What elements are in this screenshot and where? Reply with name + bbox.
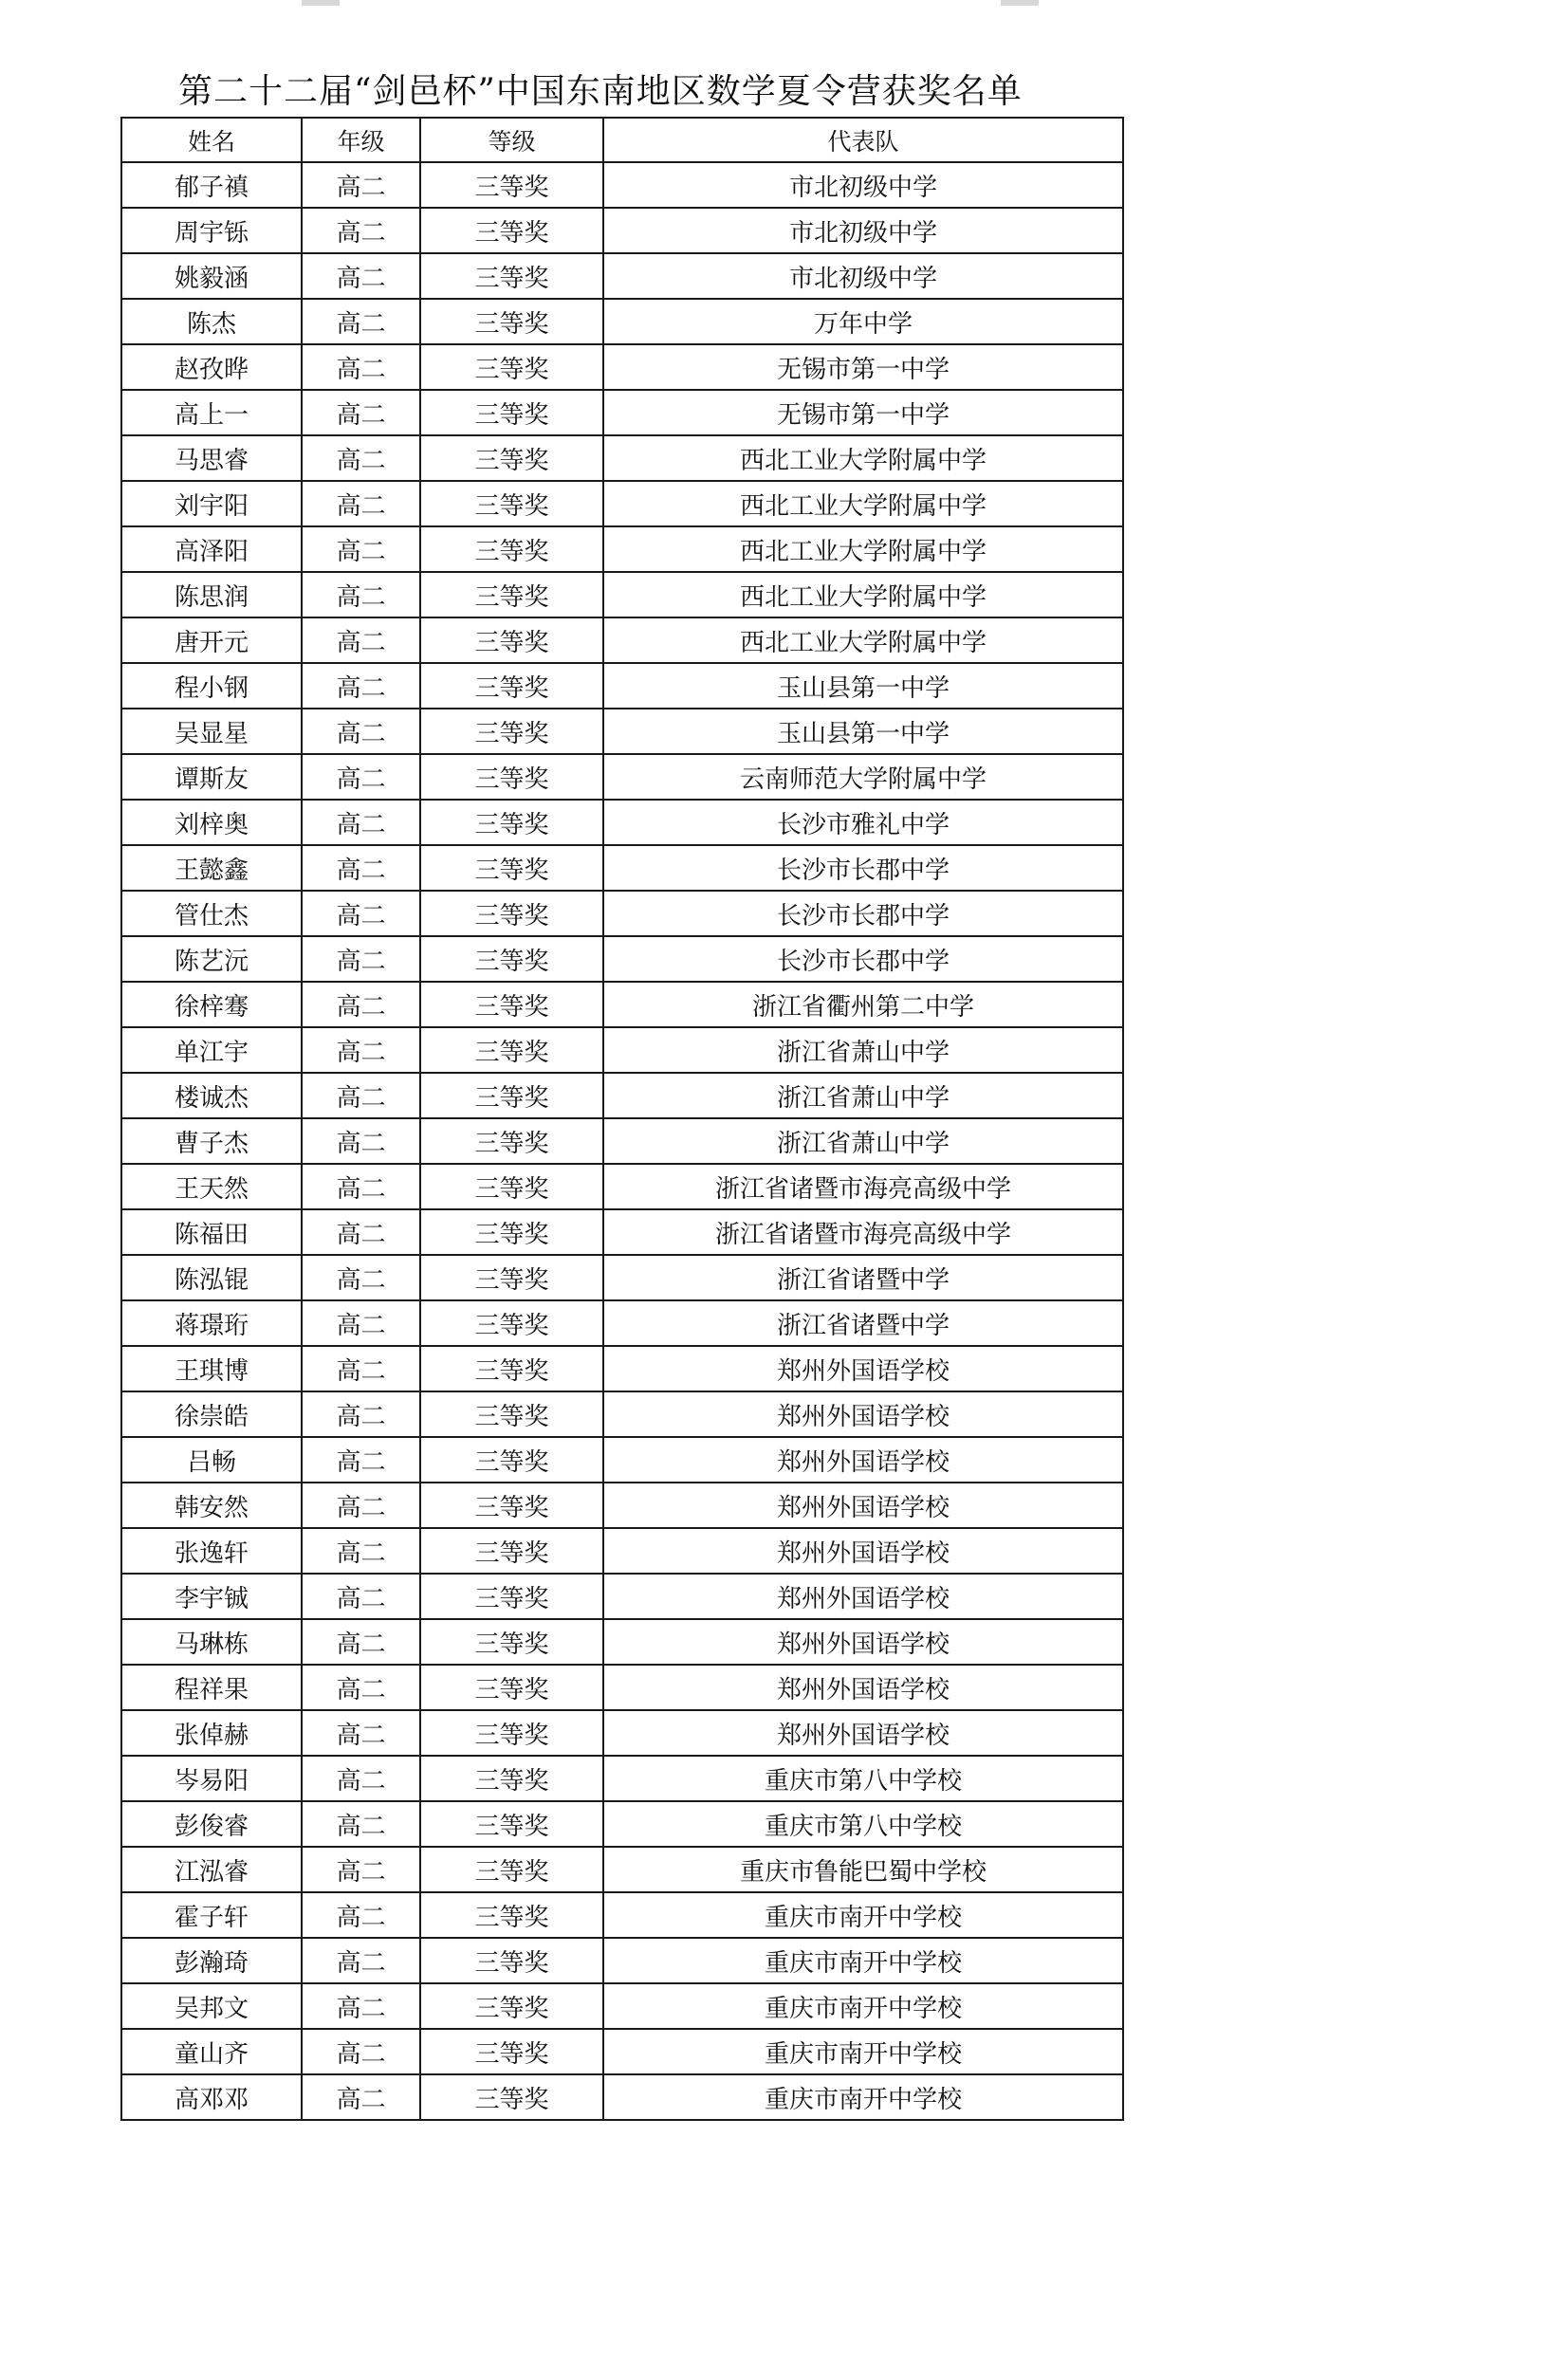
cell-grade: 高二: [302, 344, 420, 390]
cell-team: 西北工业大学附属中学: [603, 572, 1123, 617]
cell-award-level: 三等奖: [420, 1483, 603, 1528]
cell-name: 陈泓锟: [121, 1255, 302, 1300]
document-title: 第二十二届“剑邑杯”中国东南地区数学夏令营获奖名单: [178, 72, 1023, 111]
table-row: [121, 1801, 1123, 1847]
cell-grade: 高二: [302, 1437, 420, 1483]
cell-grade: 高二: [302, 1983, 420, 2029]
cell-name: 彭俊睿: [121, 1801, 302, 1847]
cell-name: 刘宇阳: [121, 481, 302, 526]
cell-grade: 高二: [302, 982, 420, 1027]
cell-award-level: 三等奖: [420, 162, 603, 208]
cell-name: 王天然: [121, 1164, 302, 1209]
cell-grade: 高二: [302, 1027, 420, 1073]
cell-name: 高泽阳: [121, 526, 302, 572]
cell-grade: 高二: [302, 663, 420, 709]
cell-name: 陈福田: [121, 1209, 302, 1255]
cell-award-level: 三等奖: [420, 1391, 603, 1437]
cell-grade: 高二: [302, 1756, 420, 1801]
cell-name: 岑易阳: [121, 1756, 302, 1801]
cell-team: 西北工业大学附属中学: [603, 435, 1123, 481]
cell-award-level: 三等奖: [420, 208, 603, 253]
cell-grade: 高二: [302, 1164, 420, 1209]
cell-grade: 高二: [302, 1574, 420, 1619]
cell-name: 单江宇: [121, 1027, 302, 1073]
cell-award-level: 三等奖: [420, 481, 603, 526]
table-row: [121, 1938, 1123, 1983]
cell-team: 长沙市长郡中学: [603, 891, 1123, 936]
table-row: [121, 1209, 1123, 1255]
cell-team: 浙江省萧山中学: [603, 1027, 1123, 1073]
cell-name: 程小钢: [121, 663, 302, 709]
cell-team: 浙江省诸暨市海亮高级中学: [603, 1209, 1123, 1255]
header-name: 姓名: [121, 118, 302, 162]
cell-name: 马思睿: [121, 435, 302, 481]
cell-award-level: 三等奖: [420, 1255, 603, 1300]
cell-team: 市北初级中学: [603, 253, 1123, 299]
cell-team: 郑州外国语学校: [603, 1437, 1123, 1483]
cell-name: 陈杰: [121, 299, 302, 344]
table-row: [121, 390, 1123, 435]
cell-award-level: 三等奖: [420, 1665, 603, 1710]
cell-name: 李宇铖: [121, 1574, 302, 1619]
cell-award-level: 三等奖: [420, 1027, 603, 1073]
cell-team: 重庆市南开中学校: [603, 2029, 1123, 2074]
cell-team: 郑州外国语学校: [603, 1483, 1123, 1528]
cell-grade: 高二: [302, 845, 420, 891]
cell-name: 唐开元: [121, 617, 302, 663]
table-row: [121, 1027, 1123, 1073]
cell-name: 程祥果: [121, 1665, 302, 1710]
cell-name: 周宇铄: [121, 208, 302, 253]
cell-grade: 高二: [302, 208, 420, 253]
cell-grade: 高二: [302, 891, 420, 936]
cell-award-level: 三等奖: [420, 2029, 603, 2074]
cell-team: 重庆市鲁能巴蜀中学校: [603, 1847, 1123, 1892]
cell-team: 郑州外国语学校: [603, 1710, 1123, 1756]
cell-award-level: 三等奖: [420, 709, 603, 754]
cell-team: 玉山县第一中学: [603, 709, 1123, 754]
cell-award-level: 三等奖: [420, 526, 603, 572]
table-row: [121, 1983, 1123, 2029]
header-row: [121, 118, 1123, 162]
table-row: [121, 891, 1123, 936]
cell-team: 浙江省萧山中学: [603, 1073, 1123, 1118]
award-list-table: [120, 117, 1124, 2121]
cell-award-level: 三等奖: [420, 891, 603, 936]
cell-team: 郑州外国语学校: [603, 1346, 1123, 1391]
cell-award-level: 三等奖: [420, 800, 603, 845]
cell-grade: 高二: [302, 390, 420, 435]
cell-award-level: 三等奖: [420, 1801, 603, 1847]
cell-team: 郑州外国语学校: [603, 1391, 1123, 1437]
table-header: [121, 118, 1123, 162]
cell-name: 姚毅涵: [121, 253, 302, 299]
table-row: [121, 1346, 1123, 1391]
table-row: [121, 1574, 1123, 1619]
table-row: [121, 1756, 1123, 1801]
cell-grade: 高二: [302, 1892, 420, 1938]
cell-grade: 高二: [302, 754, 420, 800]
cell-team: 长沙市雅礼中学: [603, 800, 1123, 845]
cell-team: 重庆市南开中学校: [603, 2074, 1123, 2120]
cell-team: 万年中学: [603, 299, 1123, 344]
cell-name: 王琪博: [121, 1346, 302, 1391]
table-row: [121, 2074, 1123, 2120]
cell-grade: 高二: [302, 1209, 420, 1255]
cell-team: 郑州外国语学校: [603, 1574, 1123, 1619]
cell-grade: 高二: [302, 1801, 420, 1847]
table-row: [121, 299, 1123, 344]
cell-name: 蒋璟珩: [121, 1300, 302, 1346]
cell-name: 吴显星: [121, 709, 302, 754]
cell-award-level: 三等奖: [420, 1938, 603, 1983]
cell-award-level: 三等奖: [420, 2074, 603, 2120]
table-row: [121, 845, 1123, 891]
cell-grade: 高二: [302, 162, 420, 208]
cell-name: 童山齐: [121, 2029, 302, 2074]
cell-award-level: 三等奖: [420, 1574, 603, 1619]
cell-name: 马琳栋: [121, 1619, 302, 1665]
cell-award-level: 三等奖: [420, 253, 603, 299]
cell-team: 重庆市南开中学校: [603, 1938, 1123, 1983]
cell-name: 徐梓骞: [121, 982, 302, 1027]
table-row: [121, 208, 1123, 253]
cell-name: 高邓邓: [121, 2074, 302, 2120]
cell-team: 西北工业大学附属中学: [603, 481, 1123, 526]
table-row: [121, 800, 1123, 845]
cell-name: 楼诚杰: [121, 1073, 302, 1118]
cell-award-level: 三等奖: [420, 1073, 603, 1118]
cell-grade: 高二: [302, 435, 420, 481]
table-row: [121, 344, 1123, 390]
cell-award-level: 三等奖: [420, 982, 603, 1027]
cell-name: 王懿鑫: [121, 845, 302, 891]
cell-grade: 高二: [302, 2074, 420, 2120]
cell-grade: 高二: [302, 2029, 420, 2074]
table-row: [121, 1437, 1123, 1483]
table-row: [121, 481, 1123, 526]
cell-grade: 高二: [302, 1483, 420, 1528]
header-grade: 年级: [302, 118, 420, 162]
cell-award-level: 三等奖: [420, 1346, 603, 1391]
table-row: [121, 1073, 1123, 1118]
cell-name: 徐崇皓: [121, 1391, 302, 1437]
table-row: [121, 2029, 1123, 2074]
cell-team: 市北初级中学: [603, 162, 1123, 208]
cell-team: 市北初级中学: [603, 208, 1123, 253]
cell-name: 韩安然: [121, 1483, 302, 1528]
table-row: [121, 754, 1123, 800]
table-row: [121, 1483, 1123, 1528]
cell-team: 长沙市长郡中学: [603, 936, 1123, 982]
cell-team: 重庆市第八中学校: [603, 1801, 1123, 1847]
cell-grade: 高二: [302, 1938, 420, 1983]
cell-grade: 高二: [302, 1665, 420, 1710]
header-team: 代表队: [603, 118, 1123, 162]
cell-name: 谭斯友: [121, 754, 302, 800]
cell-team: 浙江省衢州第二中学: [603, 982, 1123, 1027]
header-award-level: 等级: [420, 118, 603, 162]
cell-team: 浙江省萧山中学: [603, 1118, 1123, 1164]
cell-team: 郑州外国语学校: [603, 1665, 1123, 1710]
table-row: [121, 162, 1123, 208]
cell-award-level: 三等奖: [420, 1164, 603, 1209]
table-row: [121, 1619, 1123, 1665]
cell-grade: 高二: [302, 299, 420, 344]
cell-name: 张倬赫: [121, 1710, 302, 1756]
cell-name: 郁子禛: [121, 162, 302, 208]
cell-grade: 高二: [302, 572, 420, 617]
cell-award-level: 三等奖: [420, 663, 603, 709]
cell-grade: 高二: [302, 1391, 420, 1437]
cell-award-level: 三等奖: [420, 435, 603, 481]
table-row: [121, 1118, 1123, 1164]
table-row: [121, 1847, 1123, 1892]
cell-team: 西北工业大学附属中学: [603, 526, 1123, 572]
cell-award-level: 三等奖: [420, 1437, 603, 1483]
table-row: [121, 617, 1123, 663]
table-row: [121, 1164, 1123, 1209]
cell-award-level: 三等奖: [420, 754, 603, 800]
cell-grade: 高二: [302, 1847, 420, 1892]
table-row: [121, 572, 1123, 617]
cell-grade: 高二: [302, 253, 420, 299]
cell-name: 吕畅: [121, 1437, 302, 1483]
cell-team: 玉山县第一中学: [603, 663, 1123, 709]
table-row: [121, 253, 1123, 299]
table-row: [121, 526, 1123, 572]
cell-grade: 高二: [302, 481, 420, 526]
cell-grade: 高二: [302, 936, 420, 982]
cell-award-level: 三等奖: [420, 344, 603, 390]
cell-grade: 高二: [302, 1619, 420, 1665]
cell-award-level: 三等奖: [420, 1300, 603, 1346]
cell-name: 刘梓奥: [121, 800, 302, 845]
cell-name: 曹子杰: [121, 1118, 302, 1164]
cell-grade: 高二: [302, 1118, 420, 1164]
cell-team: 重庆市第八中学校: [603, 1756, 1123, 1801]
cell-team: 无锡市第一中学: [603, 390, 1123, 435]
cell-award-level: 三等奖: [420, 1619, 603, 1665]
table-body: [121, 162, 1123, 2120]
cell-award-level: 三等奖: [420, 572, 603, 617]
table-row: [121, 982, 1123, 1027]
cell-name: 赵孜晔: [121, 344, 302, 390]
cell-name: 陈思润: [121, 572, 302, 617]
cell-grade: 高二: [302, 1073, 420, 1118]
table-row: [121, 1528, 1123, 1574]
cell-team: 重庆市南开中学校: [603, 1892, 1123, 1938]
table-row: [121, 663, 1123, 709]
cell-team: 云南师范大学附属中学: [603, 754, 1123, 800]
cell-award-level: 三等奖: [420, 1892, 603, 1938]
cell-name: 彭瀚琦: [121, 1938, 302, 1983]
table-row: [121, 1710, 1123, 1756]
cell-award-level: 三等奖: [420, 1209, 603, 1255]
cell-award-level: 三等奖: [420, 936, 603, 982]
cell-award-level: 三等奖: [420, 617, 603, 663]
cell-team: 重庆市南开中学校: [603, 1983, 1123, 2029]
cell-grade: 高二: [302, 1300, 420, 1346]
cell-grade: 高二: [302, 1710, 420, 1756]
cell-grade: 高二: [302, 800, 420, 845]
table-row: [121, 1300, 1123, 1346]
cell-award-level: 三等奖: [420, 1847, 603, 1892]
cell-award-level: 三等奖: [420, 299, 603, 344]
cell-award-level: 三等奖: [420, 1983, 603, 2029]
cell-name: 张逸轩: [121, 1528, 302, 1574]
cell-grade: 高二: [302, 709, 420, 754]
cell-award-level: 三等奖: [420, 845, 603, 891]
cell-name: 霍子轩: [121, 1892, 302, 1938]
table-row: [121, 936, 1123, 982]
cell-team: 西北工业大学附属中学: [603, 617, 1123, 663]
cell-award-level: 三等奖: [420, 1118, 603, 1164]
table-row: [121, 1892, 1123, 1938]
table-row: [121, 1665, 1123, 1710]
cell-name: 高上一: [121, 390, 302, 435]
table-row: [121, 435, 1123, 481]
cell-team: 长沙市长郡中学: [603, 845, 1123, 891]
cell-team: 郑州外国语学校: [603, 1619, 1123, 1665]
cell-grade: 高二: [302, 526, 420, 572]
cell-team: 浙江省诸暨中学: [603, 1255, 1123, 1300]
table-row: [121, 1255, 1123, 1300]
cell-name: 江泓睿: [121, 1847, 302, 1892]
cell-award-level: 三等奖: [420, 1710, 603, 1756]
cell-award-level: 三等奖: [420, 1756, 603, 1801]
scan-edge-mark: [302, 0, 340, 6]
cell-name: 吴邦文: [121, 1983, 302, 2029]
cell-name: 管仕杰: [121, 891, 302, 936]
table-row: [121, 709, 1123, 754]
cell-team: 无锡市第一中学: [603, 344, 1123, 390]
scan-edge-mark: [1001, 0, 1039, 6]
cell-grade: 高二: [302, 1346, 420, 1391]
cell-grade: 高二: [302, 617, 420, 663]
cell-team: 浙江省诸暨中学: [603, 1300, 1123, 1346]
table-row: [121, 1391, 1123, 1437]
cell-team: 浙江省诸暨市海亮高级中学: [603, 1164, 1123, 1209]
cell-grade: 高二: [302, 1255, 420, 1300]
cell-team: 郑州外国语学校: [603, 1528, 1123, 1574]
cell-award-level: 三等奖: [420, 390, 603, 435]
cell-name: 陈艺沅: [121, 936, 302, 982]
cell-award-level: 三等奖: [420, 1528, 603, 1574]
cell-grade: 高二: [302, 1528, 420, 1574]
